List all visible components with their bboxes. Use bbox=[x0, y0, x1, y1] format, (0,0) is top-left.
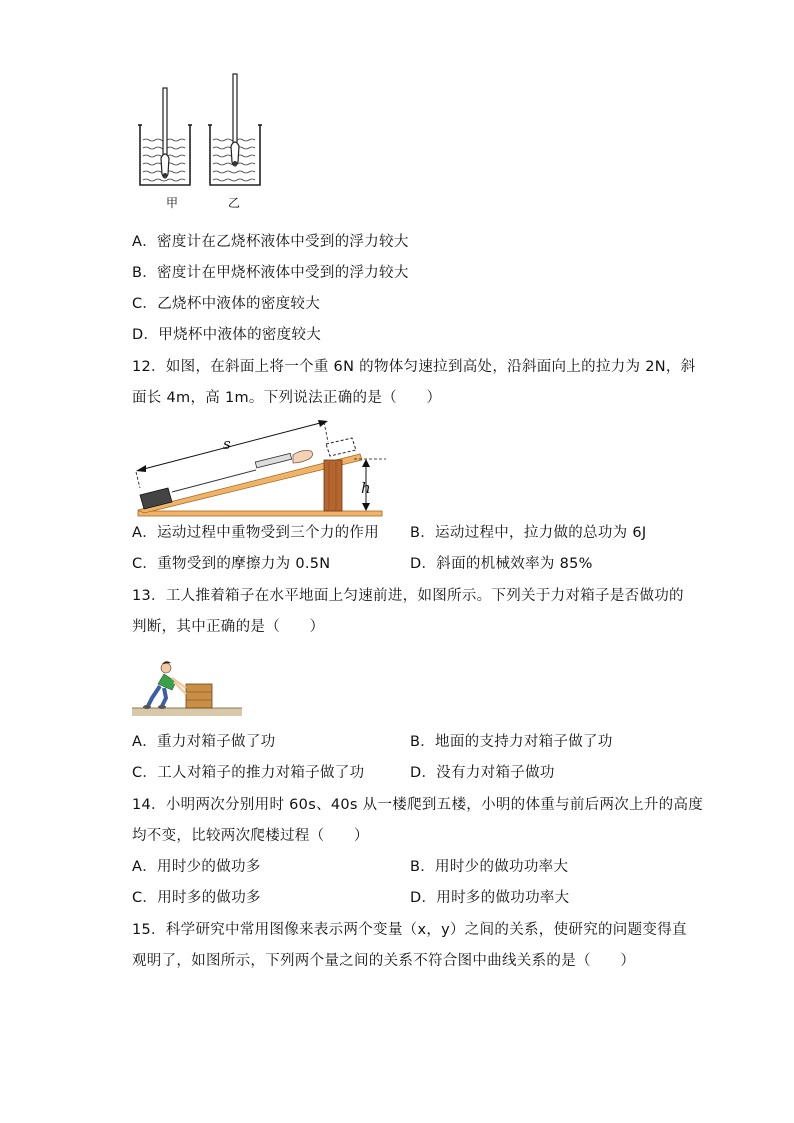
beaker-jia bbox=[138, 88, 192, 185]
q14-option-d: D．用时多的做功功率大 bbox=[410, 890, 570, 906]
q12-stem-line2: 面长 4m，高 1m。下列说法正确的是（ ） bbox=[132, 390, 442, 406]
incline-label-s: s bbox=[223, 435, 231, 453]
q13-option-a: A．重力对箱子做了功 bbox=[132, 734, 276, 750]
q14-option-c: C．用时多的做功多 bbox=[132, 890, 261, 906]
q11-option-c: C．乙烧杯中液体的密度较大 bbox=[132, 296, 321, 312]
q11-option-a: A．密度计在乙烧杯液体中受到的浮力较大 bbox=[132, 234, 409, 250]
q11-option-d: D．甲烧杯中液体的密度较大 bbox=[132, 327, 322, 343]
q13-stem-line2: 判断，其中正确的是（ ） bbox=[132, 619, 325, 635]
worker-box-figure bbox=[132, 652, 244, 718]
q12-option-d: D．斜面的机械效率为 85% bbox=[410, 556, 593, 572]
q12-stem-line1: 12．如图，在斜面上将一个重 6N 的物体匀速拉到高处，沿斜面向上的拉力为 2N，斜 bbox=[132, 359, 696, 375]
q12-option-a: A．运动过程中重物受到三个力的作用 bbox=[132, 525, 380, 541]
beaker-yi bbox=[208, 74, 262, 185]
q11-option-b: B．密度计在甲烧杯液体中受到的浮力较大 bbox=[132, 265, 409, 281]
q14-stem-line1: 14．小明两次分别用时 60s、40s 从一楼爬到五楼，小明的体重与前后两次上升的高度 bbox=[132, 797, 704, 813]
q14-option-a: A．用时少的做功多 bbox=[132, 859, 261, 875]
beaker-figure bbox=[130, 70, 270, 195]
q13-option-c: C．工人对箱子的推力对箱子做了功 bbox=[132, 765, 365, 781]
q12-option-b: B．运动过程中，拉力做的总功为 6J bbox=[410, 525, 647, 541]
q12-option-c: C．重物受到的摩擦力为 0.5N bbox=[132, 556, 331, 572]
q14-stem-line2: 均不变，比较两次爬楼过程（ ） bbox=[132, 828, 369, 844]
q14-option-b: B．用时少的做功功率大 bbox=[410, 859, 569, 875]
q15-stem-line1: 15．科学研究中常用图像来表示两个变量（x，y）之间的关系，使研究的问题变得直 bbox=[132, 922, 687, 938]
incline-figure bbox=[128, 410, 388, 520]
q13-option-d: D．没有力对箱子做功 bbox=[410, 765, 555, 781]
q13-stem-line1: 13．工人推着箱子在水平地面上匀速前进，如图所示。下列关于力对箱子是否做功的 bbox=[132, 588, 684, 604]
label-jia: 甲 bbox=[166, 196, 179, 210]
incline-label-h: h bbox=[361, 479, 371, 497]
label-yi: 乙 bbox=[228, 196, 241, 210]
q15-stem-line2: 观明了，如图所示，下列两个量之间的关系不符合图中曲线关系的是（ ） bbox=[132, 953, 636, 969]
q13-option-b: B．地面的支持力对箱子做了功 bbox=[410, 734, 613, 750]
